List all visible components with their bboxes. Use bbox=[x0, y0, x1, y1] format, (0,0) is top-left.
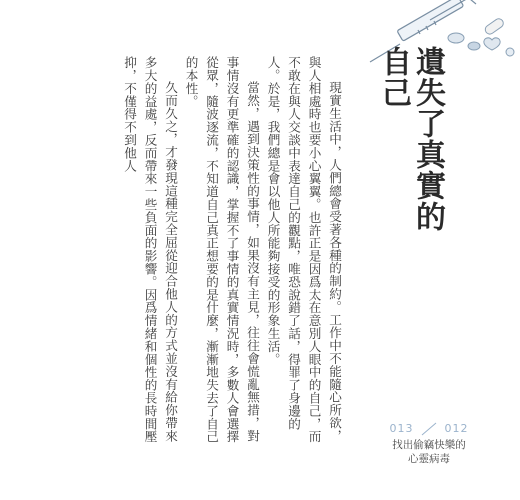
chapter-title bbox=[376, 46, 444, 232]
page-number-left: 013 bbox=[389, 422, 414, 435]
heart-icon bbox=[484, 38, 500, 50]
book-title-line-2: 心靈病毒 bbox=[408, 453, 450, 465]
paragraph-3: 久而久之，才發現這種完全屈從迎合他人的方式並沒有給你帶來多大的益處，反而帶來一些負面的影響。因爲情緒和個性的長時間壓抑，不僅得不到他人 bbox=[122, 56, 178, 443]
body-text bbox=[119, 56, 345, 446]
title-line-1: 遺失了真實的 bbox=[410, 46, 445, 232]
book-title bbox=[374, 438, 484, 466]
slash-divider bbox=[418, 422, 440, 436]
paragraph-2: 當然，遇到決策性的事情，如果沒有主見，往往會慌亂無措，對事情沒有更準確的認識，掌握不了事情的真實情況時，多數人會選擇從眾，隨波逐流，不知道自己真正想要的是什麼，漸漸地失去了自己的本性。 bbox=[183, 56, 260, 443]
page-numbers bbox=[374, 422, 484, 436]
book-title-line-1: 找出偷竊快樂的 bbox=[392, 439, 466, 451]
capsule-icon bbox=[484, 17, 514, 56]
paragraph-1: 現實生活中，人們總會受著各種的制約。工作中不能隨心所欲，與人相處時也要小心翼翼。也許正是因爲太在意別人眼中的自己，而不敢在與人交談中表達自己的觀點，唯恐說錯了話，得罪了身邊的人。於是，我們總是會以他人所能夠接受的形象生活。 bbox=[265, 56, 342, 443]
page-number-right: 012 bbox=[444, 422, 469, 435]
page-footer bbox=[374, 422, 484, 466]
pill-icon bbox=[448, 33, 480, 50]
title-line-2: 自己 bbox=[376, 46, 411, 108]
